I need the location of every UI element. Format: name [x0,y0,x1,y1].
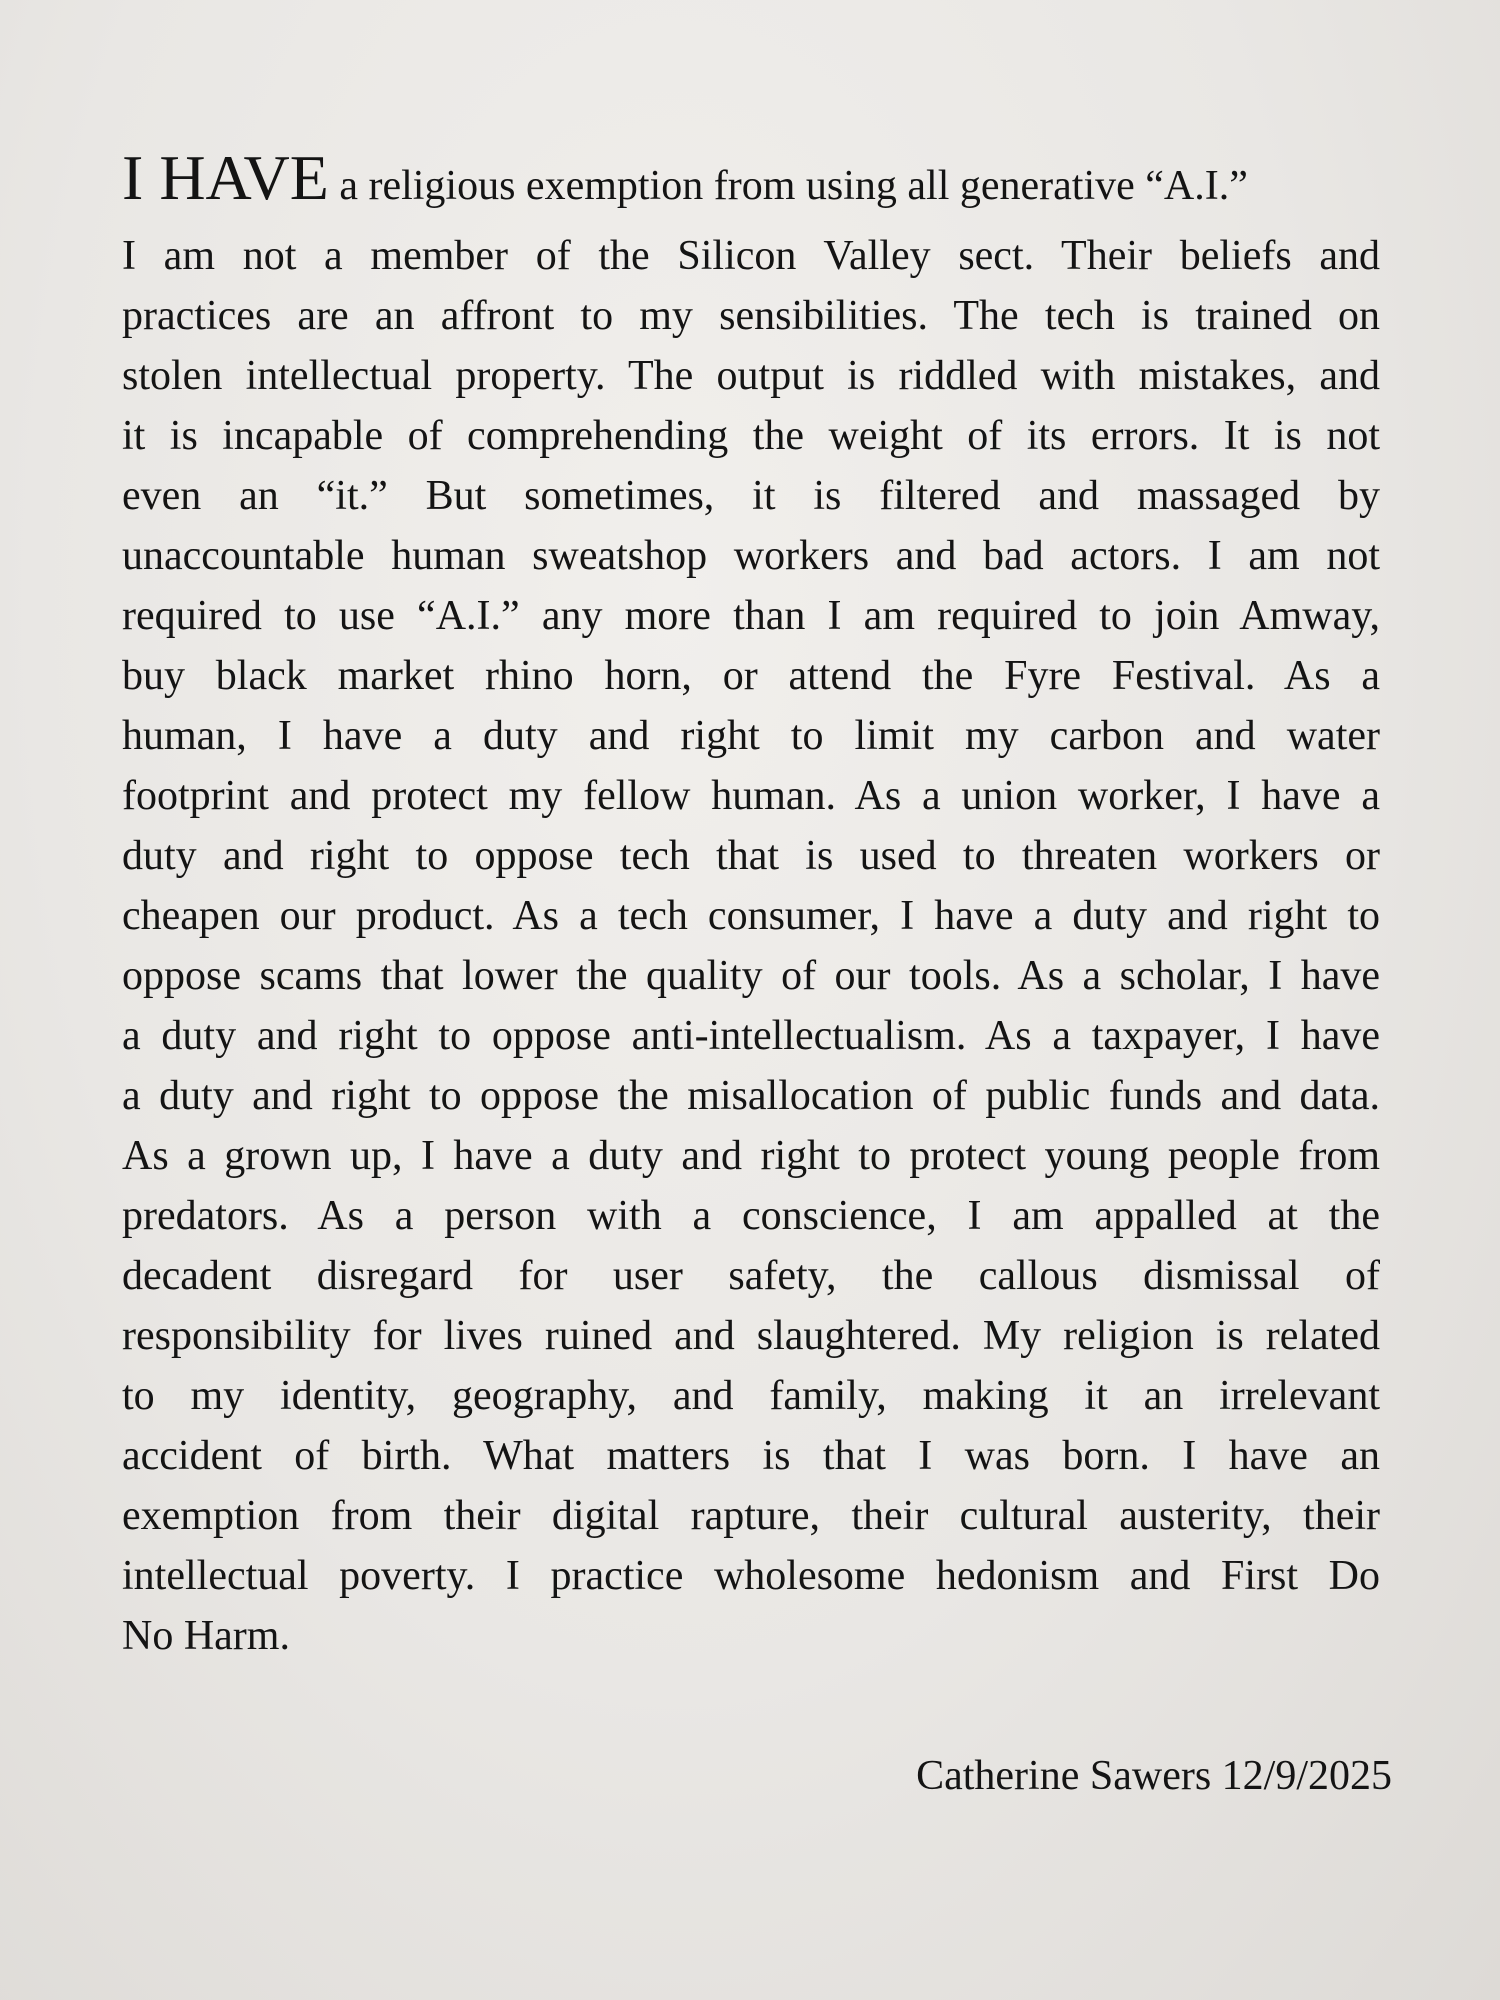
essay-line: a duty and right to oppose the misallocation of public funds and data. [122,1073,1380,1119]
essay-line: I am not a member of the Silicon Valley sect. Their beliefs and [122,233,1380,279]
essay-line: unaccountable human sweatshop workers and bad actors. I am not [122,533,1380,579]
essay-line: to my identity, geography, and family, making it an irrelevant [122,1373,1380,1419]
essay-body [122,138,1380,1666]
essay-opening-line [122,138,1380,226]
opening-caps: I HAVE [122,142,329,213]
essay-line: As a grown up, I have a duty and right to protect young people from [122,1133,1380,1179]
essay-line: cheapen our product. As a tech consumer, I have a duty and right to [122,893,1380,939]
essay-line: responsibility for lives ruined and slaughtered. My religion is related [122,1313,1380,1359]
essay-line: accident of birth. What matters is that I was born. I have an [122,1433,1380,1479]
essay-line: it is incapable of comprehending the weight of its errors. It is not [122,413,1380,459]
essay-line: stolen intellectual property. The output is riddled with mistakes, and [122,353,1380,399]
essay-line: even an “it.” But sometimes, it is filtered and massaged by [122,473,1380,519]
essay-line: exemption from their digital rapture, their cultural austerity, their [122,1493,1380,1539]
essay-line: intellectual poverty. I practice wholesome hedonism and First Do [122,1553,1380,1599]
essay-line: human, I have a duty and right to limit my carbon and water [122,713,1380,759]
signature-date: Catherine Sawers 12/9/2025 [916,1753,1392,1799]
essay-line: predators. As a person with a conscience, I am appalled at the [122,1193,1380,1239]
essay-line: oppose scams that lower the quality of our tools. As a scholar, I have [122,953,1380,999]
essay-line: No Harm. [122,1613,290,1659]
essay-line: decadent disregard for user safety, the callous dismissal of [122,1253,1380,1299]
essay-line: a duty and right to oppose anti-intellectualism. As a taxpayer, I have [122,1013,1380,1059]
essay-line: practices are an affront to my sensibilities. The tech is trained on [122,293,1380,339]
opening-line-text: a religious exemption from using all generative “A.I.” [328,163,1248,209]
essay-line: footprint and protect my fellow human. As a union worker, I have a [122,773,1380,819]
essay-line: duty and right to oppose tech that is used to threaten workers or [122,833,1380,879]
essay-line: required to use “A.I.” any more than I am required to join Amway, [122,593,1380,639]
essay-line: buy black market rhino horn, or attend the Fyre Festival. As a [122,653,1380,699]
